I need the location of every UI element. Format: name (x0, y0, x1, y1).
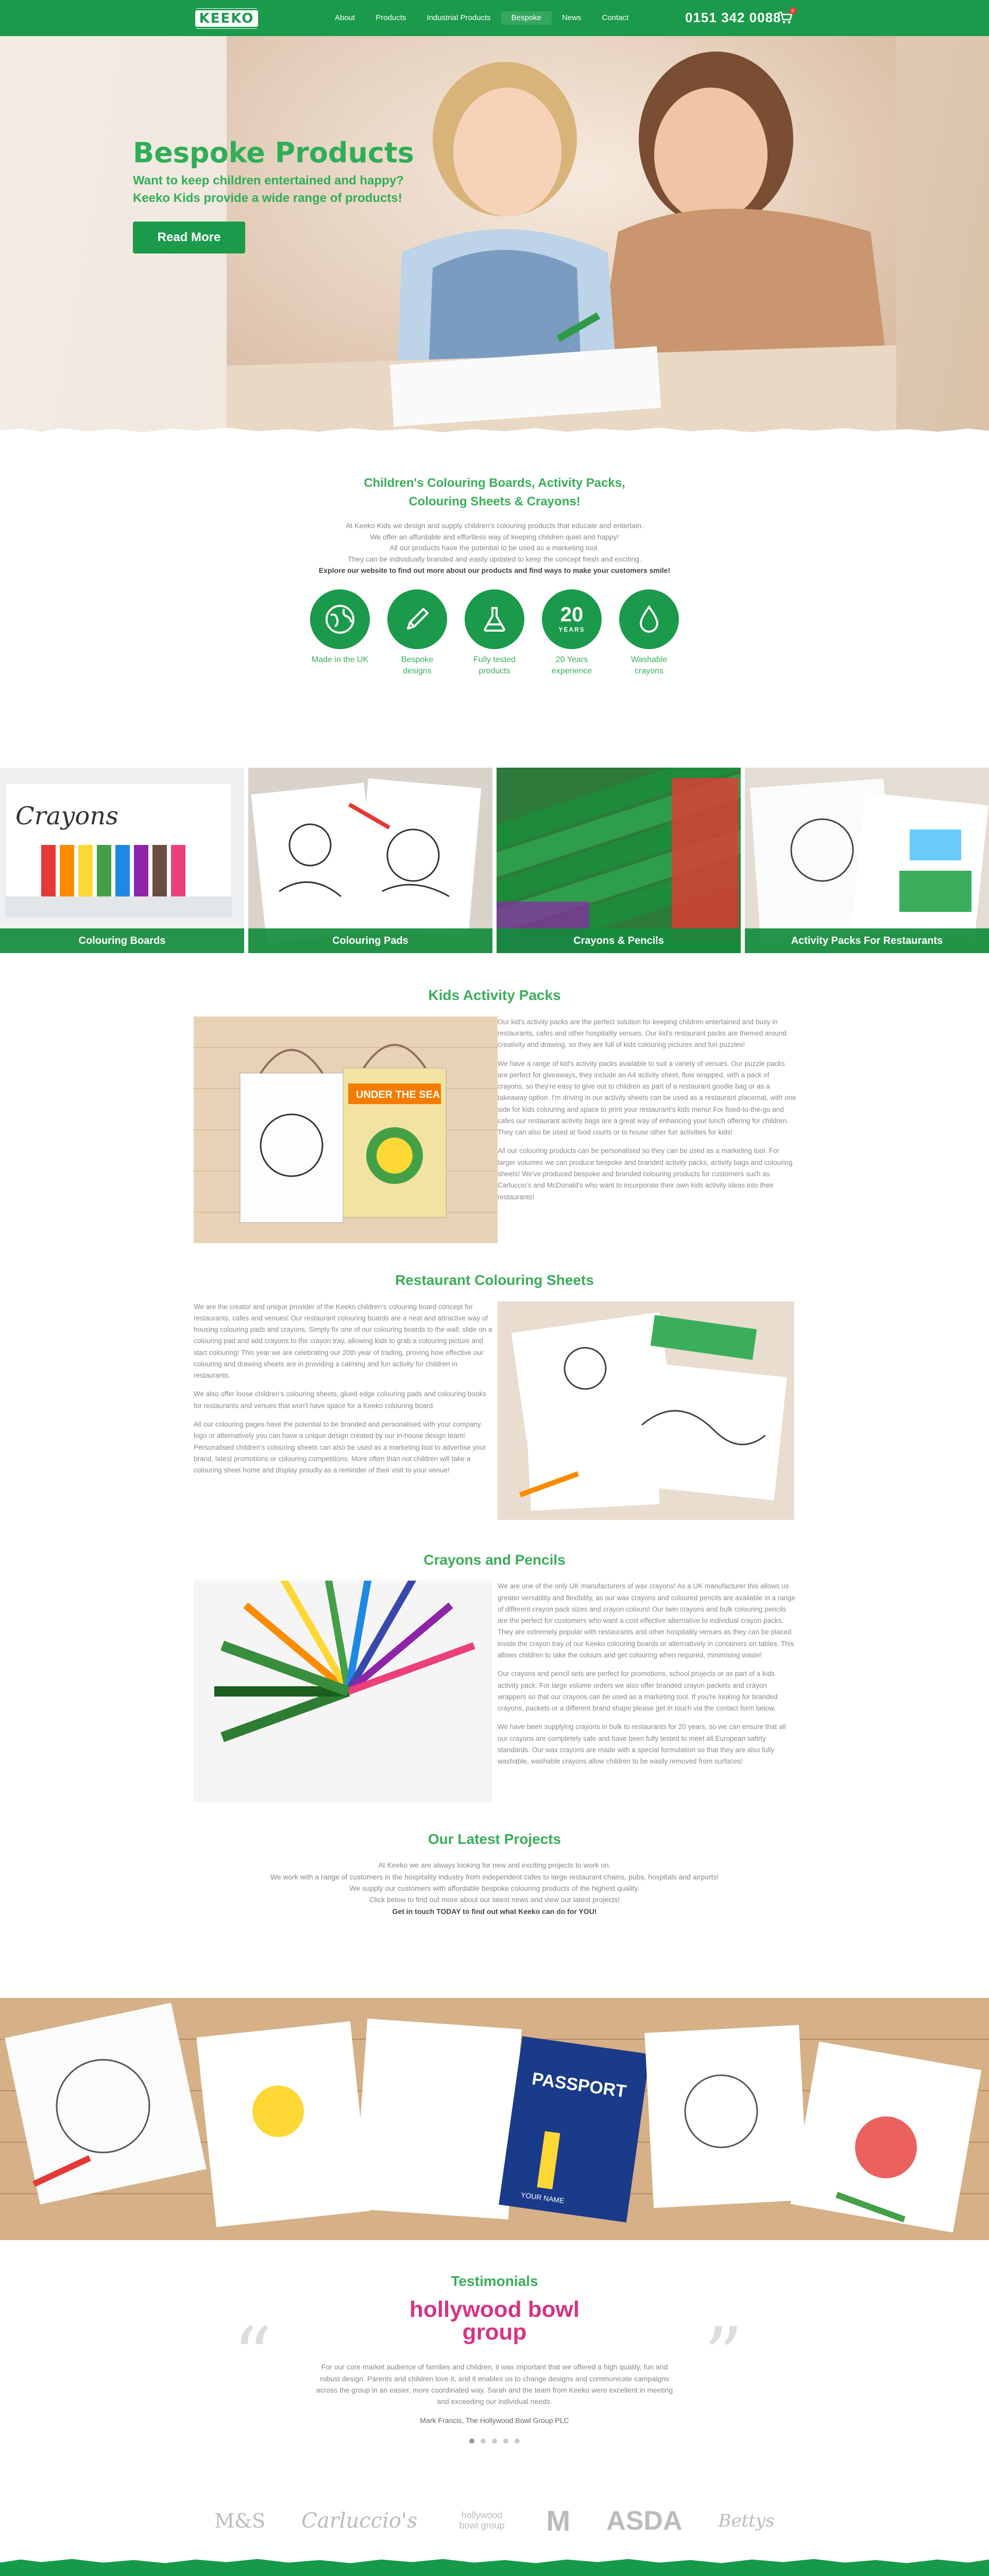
hero-title: Bespoke Products (133, 137, 414, 169)
section-title: Our Latest Projects (428, 1831, 561, 1848)
feature-label: 20 Years experience (551, 655, 592, 676)
testimonial-quote: For our core market audience of families and children, it was important that we offered a high quality, fun and robust design. Parents and children love it, and it enables us to change designs and communicate campaigns across the group in an easier, more coordinated way. Sarah and the team from Keeko were excellent in meeting and exceeding our individual needs. (316, 2363, 673, 2406)
client-logos (0, 2498, 989, 2544)
hero-banner (0, 36, 989, 438)
badge-20-icon (542, 589, 602, 649)
logo-line2: group (462, 2319, 527, 2345)
flask-icon (465, 589, 524, 649)
projects-banner (0, 1998, 989, 2240)
features-row (0, 589, 989, 676)
feature-made-in-uk (309, 589, 371, 676)
logo-text: KEEKO (194, 9, 260, 28)
category-label: Activity Packs For Restaurants (745, 928, 989, 953)
intro-text: All our products have the potential to be used as a marketing tool. (389, 544, 600, 552)
hero-subtitle: Want to keep children entertained and happy? Keeko Kids provide a wide range of products! (133, 174, 404, 205)
feature-20-years (541, 589, 603, 676)
category-label: Crayons & Pencils (497, 928, 741, 953)
activity-text (498, 1016, 796, 1210)
feature-label: Fully tested products (473, 655, 516, 676)
activity-packs-section (0, 953, 989, 1259)
ms-logo: M&S (214, 2509, 266, 2532)
badge-unit: YEARS (558, 625, 585, 633)
globe-icon (310, 589, 370, 649)
svg-text:UNDER THE SEA: UNDER THE SEA (356, 1089, 440, 1100)
crayons-section (0, 1544, 989, 1823)
carousel-dot[interactable] (481, 2438, 486, 2444)
passport-title: PASSPORT (531, 2069, 628, 2102)
projects-text (0, 1859, 989, 1917)
section-title: Kids Activity Packs (428, 987, 561, 1003)
paragraph: At Keeko we are always looking for new and exciting projects to work on. (378, 1861, 611, 1870)
carluccios-logo: Carluccio's (301, 2509, 418, 2533)
carousel-dot[interactable] (503, 2438, 508, 2444)
feature-label: Washable crayons (630, 655, 668, 676)
hero-photo (227, 36, 896, 438)
latest-projects-section (0, 1823, 989, 1998)
colouring-pads-image (248, 768, 492, 953)
colouring-boards-image (0, 768, 244, 953)
nav-about[interactable]: About (335, 13, 355, 22)
pencil-icon (387, 589, 447, 649)
paragraph: All our colouring pages have the potential to be branded and personalised with your company logo or alternatively you can have a unique design created by our in-house design team! Personalised children's colouring sheets can also be used as a marketing tool to advertise your brand, latest promotions or colouring competitions. More often than not children will take a colouring sheet home and display proudly as a reminder of their visit to your venue! (194, 1420, 486, 1475)
intro-text: We offer an affordable and effortless way of keeping children quiet and happy! (370, 532, 619, 541)
paragraph: We have been supplying crayons in bulk to restaurants for 20 years, so we can ensure that all our crayons are completely safe and have been fully tested to meet all European safety standards. Our wax crayons are made with a special formulation so that they are also fully washable, washable crayons allow children to be easily removed from surfaces! (498, 1723, 786, 1766)
asda-logo: ASDA (606, 2505, 683, 2536)
feature-label: Made in the UK (311, 655, 369, 665)
restaurant-sheets-section (0, 1259, 989, 1544)
read-more-button[interactable]: Read More (133, 222, 245, 253)
site-header (0, 0, 989, 36)
hollywood-bowl-client-logo: hollywood bowl group (459, 2510, 505, 2531)
section-title: Crayons and Pencils (423, 1551, 566, 1568)
category-colouring-pads[interactable] (248, 768, 492, 953)
intro-text: They can be individually branded and easily updated to keep the concept fresh and exciting. (348, 555, 641, 564)
restaurant-text (194, 1301, 492, 1484)
nav-news[interactable]: News (562, 13, 582, 22)
feature-washable (618, 589, 680, 676)
paragraph: We have a range of kid's activity packs available to suit a variety of venues. Our puzzle packs are perfect for giveaways, they include an A4 activity sheet, flow wrapped, with a pack of crayons, so they're easy to give out to children as part of a restaurant goodie bag or as a takeaway option. I'm driving in our activity sheets can be used as a restaurant placemat, with one side for kids colouring and space to print your restaurant's kids menu! For fixed-to-the-go and cafes our restaurant activity bags are a great way of enhancing your lunch offering for children. They can also be used at food courts or to house other fun activities for kids! (498, 1059, 796, 1137)
paragraph: Our crayons and pencil sets are perfect for promotions, school projects or as part of a kids activity pack. For large volume orders we also offer branded crayon packets and crayon wrappers so that our crayons can be used as a marketing tool. If you're looking for branded crayons, packets or a different brand shape please get in touch via the contact form below. (498, 1670, 778, 1713)
intro-strong-text: Explore our website to find out more about our products and find ways to make your customers smile! (318, 566, 671, 574)
hollywood-bowl-logo (0, 2298, 989, 2344)
category-label: Colouring Pads (248, 928, 492, 953)
crayons-text (498, 1581, 796, 1774)
nav-industrial-products[interactable]: Industrial Products (427, 13, 491, 22)
activity-bags-image (194, 1016, 498, 1243)
carousel-dot[interactable] (515, 2438, 520, 2444)
bettys-logo: Bettys (718, 2510, 775, 2531)
restaurant-sheets-image (498, 1301, 794, 1520)
passport-subtitle: YOUR NAME (520, 2191, 565, 2205)
paragraph: We supply our customers with affordable bespoke colouring products of the highest quality. (349, 1884, 640, 1892)
paragraph: We also offer loose children's colouring sheets, glued edge colouring pads and colouring books for restaurants and venues that won't have space for a Keeko colouring board. (194, 1390, 486, 1410)
category-crayons-pencils[interactable] (497, 768, 741, 953)
category-label: Colouring Boards (0, 928, 244, 953)
category-activity-packs[interactable] (745, 768, 989, 953)
cart-icon[interactable] (778, 10, 793, 25)
section-title: Restaurant Colouring Sheets (395, 1272, 594, 1288)
testimonials-section (0, 2240, 989, 2554)
carousel-dot[interactable] (469, 2438, 474, 2444)
svg-text:Crayons: Crayons (15, 802, 118, 831)
keeko-logo[interactable] (194, 8, 260, 29)
intro-heading-line2: Colouring Sheets & Crayons! (408, 495, 581, 509)
product-categories (0, 768, 989, 953)
open-quote-icon: “ (233, 2311, 272, 2401)
cart-count-badge: 0 (789, 7, 796, 14)
contact-form-section (0, 2554, 989, 2576)
main-nav (325, 11, 639, 25)
intro-heading-line1: Children's Colouring Boards, Activity Packs, (364, 476, 625, 490)
paragraph: We work with a range of customers in the hospitality industry from independent cafes to large restaurant chains, pubs, hospitals and airports! (270, 1872, 719, 1881)
drop-icon (619, 589, 679, 649)
intro-section (0, 438, 989, 768)
nav-products[interactable]: Products (376, 13, 406, 22)
activity-row (0, 1016, 989, 1259)
feature-fully-tested (464, 589, 525, 676)
phone-number[interactable]: 0151 342 0088 (685, 10, 781, 25)
testimonial-author: Mark Francis, The Hollywood Bowl Group PLC (420, 2416, 569, 2425)
feature-bespoke-designs (386, 589, 448, 676)
category-colouring-boards[interactable] (0, 768, 244, 953)
activity-packs-image (745, 768, 989, 953)
carousel-dot[interactable] (492, 2438, 497, 2444)
paragraph: We are one of the only UK manufacturers of wax crayons! As a UK manufacturer this allows us greater versatility and flexibility, as our wax crayons and coloured pencils are available in a range of different crayon pack sizes and crayon colours! Our twin crayons and bulk colouring pencils are the perfect for customers who want a cost effective alternative to individual crayon packs. They are extremely popular with restaurants and other hospitality venues as they can be placed inside the crayon tray of our Keeko colouring boards or alternatively in containers on tables. This allows children to take the colours and get colouring when required, minimising waste! (498, 1582, 796, 1659)
section-title: Testimonials (451, 2273, 538, 2290)
intro-text: At Keeko Kids we design and supply children's colouring products that educate and entertain. (346, 521, 643, 530)
carousel-dots (0, 2438, 989, 2444)
torn-edge-divider (0, 423, 989, 438)
badge-number: 20 (560, 603, 584, 626)
projects-cta-text: Get in touch TODAY to find out what Keeko can do for YOU! (392, 1907, 597, 1916)
feature-label: Bespoke designs (401, 655, 434, 676)
paragraph: Our kid's activity packs are the perfect solution for keeping children entertained and busy in restaurants, cafes and other hospitality venues. Our kid's restaurant packs are themed around creativity and drawing, so they are full of kids colouring pictures and fun puzzles! (498, 1018, 787, 1049)
crayons-pencils-photo (194, 1581, 492, 1802)
torn-edge-divider (0, 2553, 989, 2569)
nav-contact[interactable]: Contact (602, 13, 629, 22)
mcdonalds-logo: M (546, 2504, 571, 2537)
paragraph: Click below to find out more about our latest news and view our latest projects! (369, 1895, 620, 1904)
crayons-pencils-image (497, 768, 741, 953)
paragraph: All our colouring products can be personalised so they can be used as a marketing tool. For larger volumes we can produce bespoke and branded activity packs, activity bags and colouring sheets! We've produced bespoke and branded colouring products for customers such as Carluccio's and McDonald's who want to incorporate their own kids activity ideas into their restaurants! (498, 1147, 793, 1201)
paragraph: We are the creator and unique provider of the Keeko children's colouring board concept for restaurants, cafes and venues! Our restaurant colouring boards are a neat and attractive way of housing colouring pads and crayons. Simply fix one of our colouring boards to the wall; slide on a colouring pad and add crayons to the crayon tray, allowing kids to grab a colouring picture and start colouring! This year we are celebrating our 20th year of trading, proving how effective our colouring and drawing sheets are in providing a calming and fun activity for children in restaurants. (194, 1302, 492, 1380)
nav-bespoke[interactable]: Bespoke (501, 11, 552, 25)
logo-line1: hollywood bowl (410, 2297, 579, 2323)
restaurant-row (0, 1301, 989, 1544)
crayons-row (0, 1581, 989, 1823)
close-quote-icon: ” (704, 2311, 743, 2401)
